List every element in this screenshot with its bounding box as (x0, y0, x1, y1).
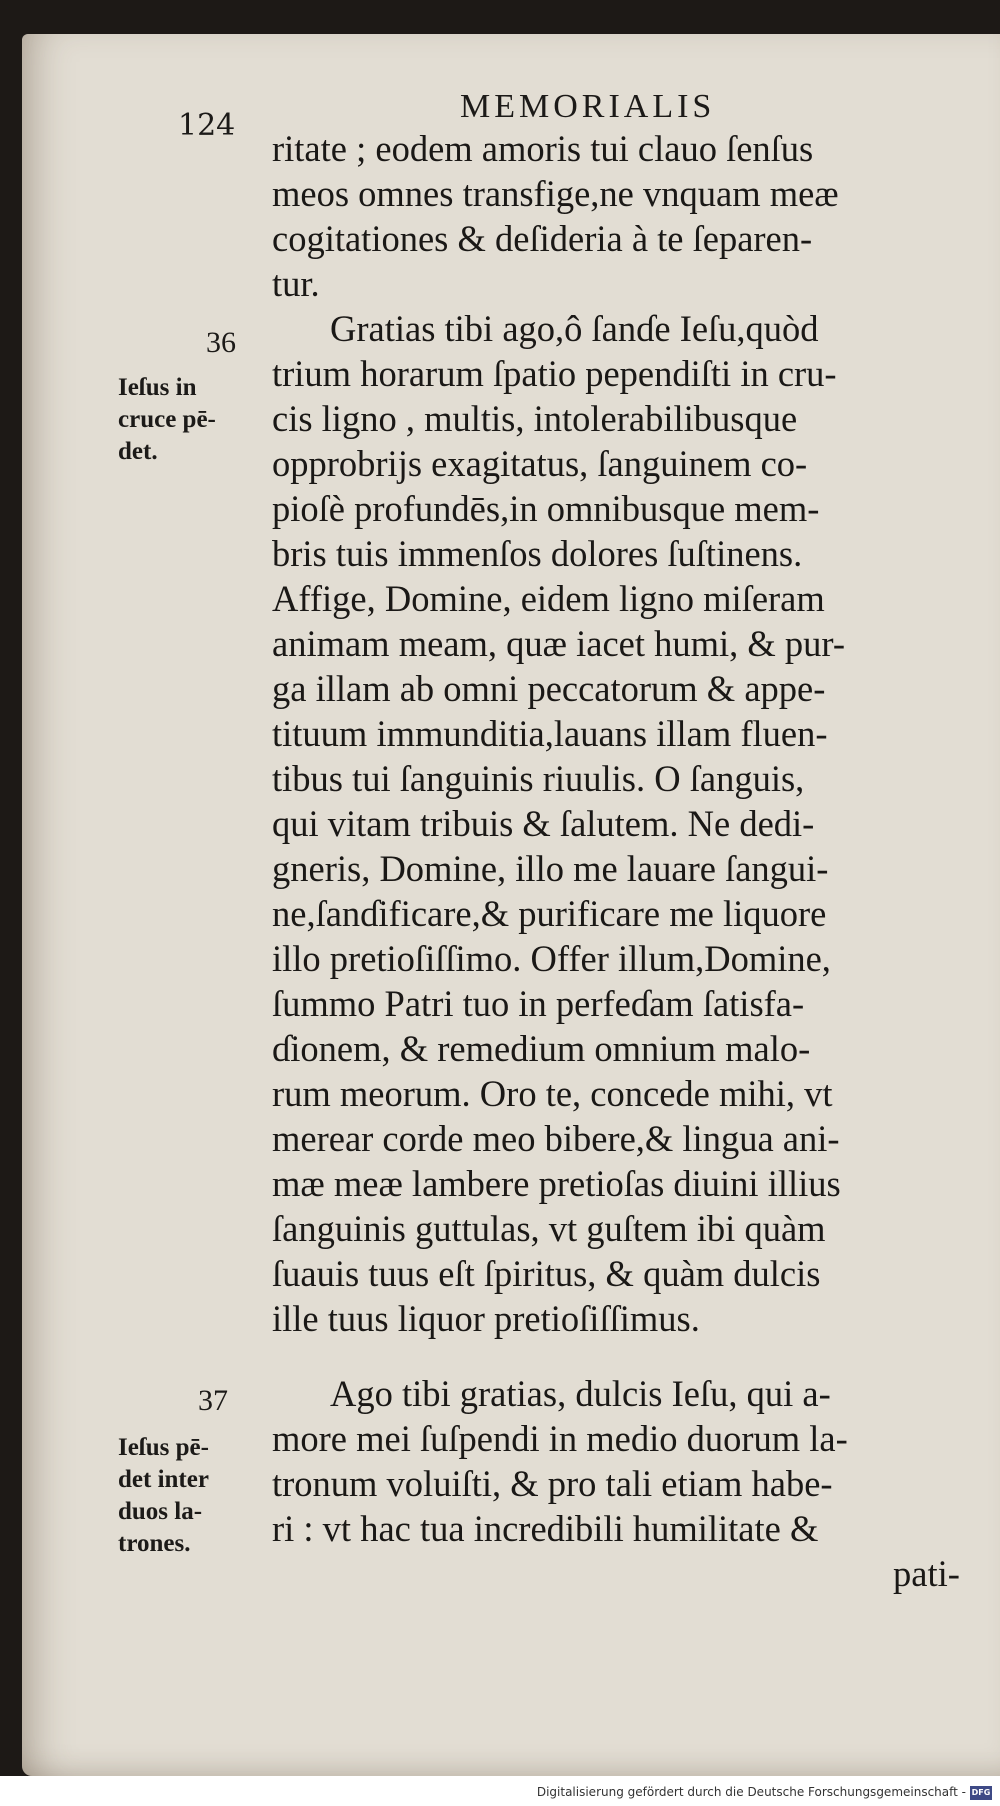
body-line: cis ligno , multis, intolerabilibusque (272, 398, 798, 439)
marginal-note-line: Ieſus pē- (118, 1434, 209, 1461)
body-line: qui vitam tribuis & ſalutem. Ne dedi- (272, 803, 815, 844)
body-line: ſuauis tuus eſt ſpiritus, & quàm dulcis (272, 1253, 821, 1294)
body-line: Affige, Domine, eidem ligno miſeram (272, 578, 825, 619)
marginal-note-line: cruce pē- (118, 406, 216, 433)
marginal-note-line: trones. (118, 1530, 191, 1557)
body-line: tibus tui ſanguinis riuulis. O ſanguis, (272, 758, 805, 799)
body-line: Ago tibi gratias, dulcis Ieſu, qui a- (330, 1373, 831, 1414)
body-line: tituum immunditia,lauans illam fluen- (272, 713, 828, 754)
body-line: more mei ſuſpendi in medio duorum la- (272, 1418, 848, 1459)
marginal-note (118, 1432, 209, 1560)
body-line: mæ meæ lambere pretioſas diuini illius (272, 1163, 841, 1204)
body-line: ille tuus liquor pretioſiſſimus. (272, 1298, 700, 1339)
body-line: ſanguinis guttulas, vt guſtem ibi quàm (272, 1208, 826, 1249)
body-line: animam meam, quæ iacet humi, & pur- (272, 623, 845, 664)
body-line: bris tuis immenſos dolores ſuſtinens. (272, 533, 803, 574)
footer-bar (0, 1776, 1000, 1806)
body-line: trium horarum ſpatio pependiſti in cru- (272, 353, 837, 394)
marginal-note-line: det. (118, 438, 158, 465)
body-line: ne,ſanɗificare,& purificare me liquore (272, 893, 827, 934)
body-line: opprobrijs exagitatus, ſanguinem co- (272, 443, 808, 484)
body-line: rum meorum. Oro te, concede mihi, vt (272, 1073, 833, 1114)
body-line: ga illam ab omni peccatorum & appe- (272, 668, 826, 709)
body-line: pioſè profundēs,in omnibusque mem- (272, 488, 820, 529)
body-line: cogitationes & deſideria à te ſeparen- (272, 218, 813, 259)
marginal-note-line: det inter (118, 1466, 209, 1493)
body-line: gneris, Domine, illo me lauare ſangui- (272, 848, 829, 889)
catchword: pati- (893, 1553, 960, 1594)
section-number: 36 (206, 326, 236, 359)
body-line: tronum voluiſti, & pro tali etiam habe- (272, 1463, 833, 1504)
marginal-note-line: duos la- (118, 1498, 203, 1525)
body-line: ri : vt hac tua incredibili humilitate & (272, 1508, 819, 1549)
body-line: Gratias tibi ago,ô ſanɗe Ieſu,quòd (330, 308, 819, 349)
body-line: meos omnes transfige,ne vnquam meæ (272, 173, 839, 214)
dfg-logo-icon: DFG (970, 1786, 992, 1800)
body-line: ritate ; eodem amoris tui clauo ſenſus (272, 128, 814, 169)
funding-notice: Digitalisierung gefördert durch die Deutsche Forschungsgemeinschaft - (536, 1785, 966, 1799)
body-line: illo pretioſiſſimo. Offer illum,Domine, (272, 938, 831, 979)
body-line: merear corde meo bibere,& lingua ani- (272, 1118, 840, 1159)
running-head: MEMORIALIS (460, 88, 716, 125)
marginal-note-line: Ieſus in (118, 374, 197, 401)
body-line: tur. (272, 263, 320, 304)
section-number: 37 (198, 1384, 228, 1417)
body-line: ɗionem, & remedium omnium malo- (272, 1028, 811, 1069)
body-line: ſummo Patri tuo in perfeɗam ſatisfa- (272, 983, 805, 1024)
page-number: 124 (178, 108, 236, 143)
marginal-note (118, 372, 216, 468)
